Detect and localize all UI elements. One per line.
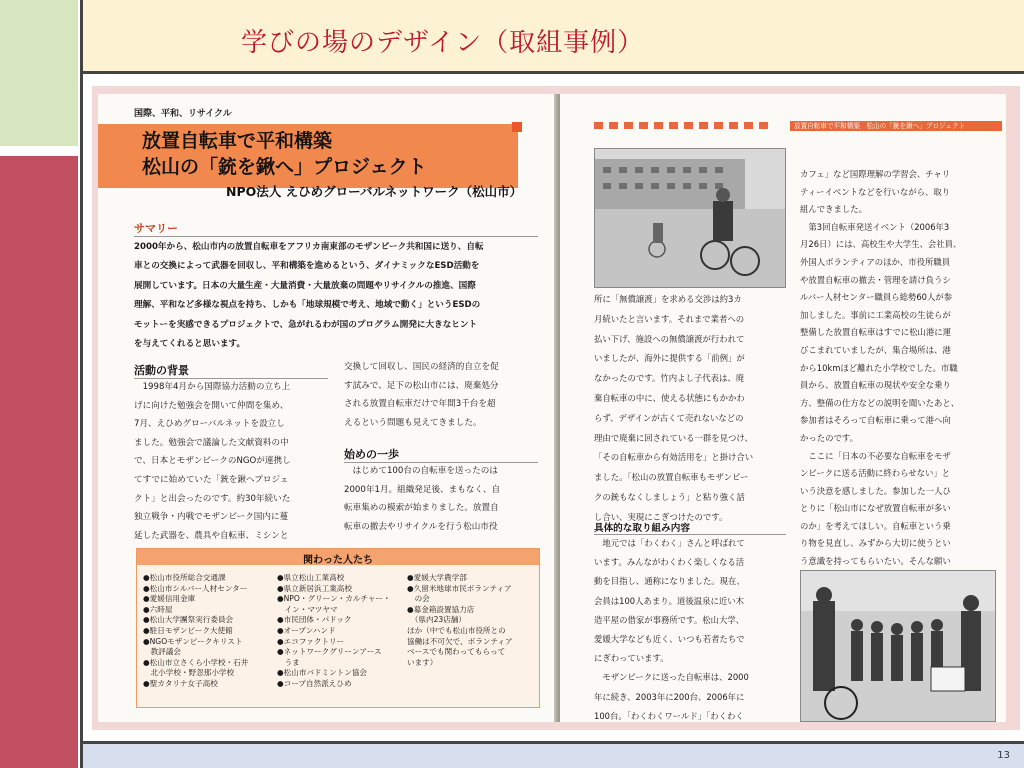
slide-title: 学びの場のデザイン（取組事例） (241, 28, 645, 58)
background-text: 1998年4月から国際協力活動の立ち上 げに向けた勉強会を開いて仲間を集め、 7月、えひめグローバルネットを設立し ました。勉強会で議論した文献資料の中 で、日本とモザンビークのNGOが連携し てすでに始めていた「銃を鍬へプロジェ クト」と出会ったのです。約30年続いた 独立戦争・内戦でモザンビーク国内に蔓 延した武器を、農具や自転車、ミシンと (134, 382, 291, 541)
people-box (136, 548, 540, 708)
title-band (83, 0, 1024, 74)
summary-text: 2000年から、松山市内の放置自転車をアフリカ南東部のモザンビーク共和国に送り、自転 車との交換によって武器を回収し、平和構築を進めるという、ダイナミックなESD活動を 展開しています。日本の大量生産・大量消費・大量放棄の問題やリサイクルの推進、国際 理解、平和など多様な視点を持ち、しかも「地球規模で考え、地域で動く」というESDの モットーを実感できるプロジェクトで、急がれるわが国のプログラム開発に大きなヒント を与えてくれると思います。 (134, 242, 484, 350)
middle-text: 交換して回収し、国民の経済的自立を促 す試みで、足下の松山市には、廃棄処分 される放置自転車だけで年間3千台を超 えるという問題も見えてきました。 (344, 362, 499, 428)
summary-label: サマリー (134, 222, 178, 235)
category-label: 国際、平和、リサイクル (134, 109, 232, 119)
summary-rule (134, 236, 538, 237)
first-step-text: はじめて100台の自転車を送ったのは 2000年1月。組織発足後、まもなく、自 転車集めの模索が始まりました。放置自 転車の撤去やリサイクルを行う松山市役 (344, 466, 501, 532)
people-box-title: 関わった人たち (303, 555, 373, 566)
article-heading-line2: 松山の「銃を鍬へ」プロジェクト (142, 156, 427, 178)
magazine-right-page (560, 94, 1006, 722)
organization-name: NPO法人 えひめグローバルネットワーク（松山市） (226, 184, 523, 199)
concrete-label: 具体的な取り組み内容 (594, 523, 690, 534)
photo-group-event-image (801, 571, 996, 722)
heading-marker (512, 122, 522, 132)
footer-band (83, 741, 1024, 768)
decor-green-block (0, 0, 78, 146)
people-column-2: ●県立松山工業高校 ●県立新居浜工業高校 ●NPO・グリーン・カルチャー・ イン・マツヤマ ●市民団体・パドック ●オープンハンド ●エコファクトリー ●ネットワークグリーンアース うま ●松山市バドミントン協会 ●コープ自然派えひめ (277, 573, 391, 688)
project-tag: 放置自転車で平和構築 松山の「銃を鍬へ」プロジェクト (790, 121, 1002, 131)
dash-decoration (594, 122, 768, 129)
photo-group-event (800, 570, 996, 722)
people-column-1: ●松山市役所総合交通課 ●松山市シルバー人材センター ●愛媛信用金庫 ●六時屋 ●松山大学團祭実行委員会 ●駐日モザンビーク大使館 ●NGOモザンビークキリスト 教評議会 ●松山市立さくら小学校・石井 北小学校・野忽那小学校 ●聖カタリナ女子高校 (143, 573, 249, 688)
photo-bicycle-rider-image (595, 149, 786, 288)
right-col1-text: 所に「無償譲渡」を求める交渉は約3カ 月続いたと言います。それまで業者への 払い下げ、施設への無償譲渡が行われて いましたが、海外に提供する「前例」が なかったのです。竹内よし子代表は、廃 棄自転車の中に、使える状態にもかかわ らず、デザインが古くて売れないなどの 理由で廃棄に回されている一群を見つけ、 「その自転車から有効活用を」と掛け合い ました。「松山の放置自転車もモザンビー クの銃もなくしましょう」と粘り強く話 し合い、実現にこぎつけたのです。 (594, 294, 754, 522)
background-label: 活動の背景 (134, 364, 189, 377)
article-heading-line1: 放置自転車で平和構築 (142, 130, 333, 152)
magazine-left-page (98, 94, 556, 722)
first-step-label: 始めの一歩 (344, 448, 399, 461)
page-number: 13 (997, 750, 1010, 761)
decor-red-block (0, 156, 78, 768)
right-col2-text: カフェ」など国際理解の学習会、チャリ ティーイベントなどを行いながら、取り 組んできました。 第3回自転車発送イベント（2006年3 月26日）には、高校生や大学生、会社員、 外国人ボランティアのほか、市役所職員 や放置自転車の撤去・管理を請け負うシ ルバー人材センター職員ら総勢60人が参 加しました。事前に工業高校の生徒らが 整備した放置自転車はすでに松山港に運 びこまれていましたが、集合場所は、港 から10kmほど離れた小学校でした。市職 員から、放置自転車の現状や安全な乗り 方、整備の仕方などの説明を聞いたあと、 参加者はそろって自転車に乗って港へ向 かったのです。 ここに「日本の不必要な自転車をモザ ンビークに送る活動に終わらせない」と いう決意を感しました。参加した一人ひ とりに「松山市になぜ放置自転車が多い のか」を考えてほしい。自転車という乗 り物を見直し、みずから大切に使うとい う意識を持ってもらいたい。そんな願い (800, 169, 962, 567)
concrete-text: 地元では「わくわく」さんと呼ばれて います。みんながわくわく楽しくなる活 動を目指し、通称になりました。現在、 会員は100人あまり。道後温泉に近い木 造平屋の借家が事務所です。松山大学、 愛媛大学なども近く、いつも若者たちで にぎわっています。 モザンビークに送った自転車は、2000 年に続き、2003年に200台、2006年に 100台。「わくわくワールド」「わくわく (594, 538, 749, 721)
photo-bicycle-rider (594, 148, 786, 288)
people-column-3: ●愛媛大学農学部 ●久留米地球市民ボランティア の会 ●募金箱設置協力店 （県内23店舗） ほか（中でも松山市役所との 協働は不可欠で、ボランティア ベースでも関わってもらって います） (407, 573, 513, 667)
